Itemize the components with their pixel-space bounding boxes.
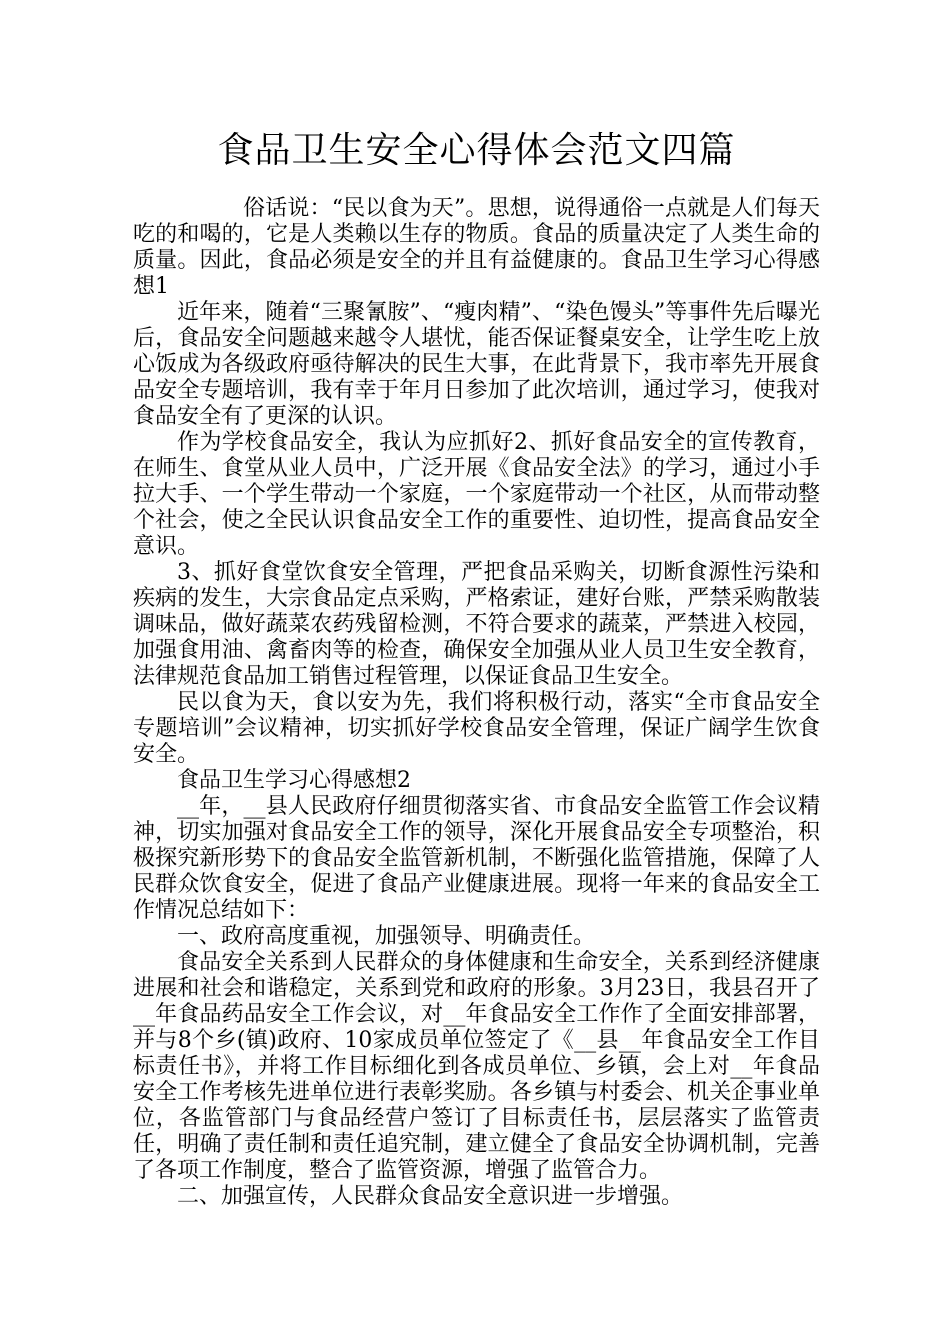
section-heading: 二、加强宣传，人民群众食品安全意识进一步增强。 [177,1184,684,1209]
paragraph-intro: 俗话说：“民以食为天”。思想，说得通俗一点就是人们每天吃的和喝的，它是人类赖以生存的物质。食品的质量决定了人类生命的质量。因此，食品必须是安全的并且有益健康的。食品卫生学习心得感想1 [133,196,820,299]
section-heading: 食品卫生学习心得感想2 [177,768,411,793]
paragraph: 民以食为天，食以安为先，我们将积极行动，落实“全市食品安全专题培训”会议精神，切实抓好学校食品安全管理，保证广阔学生饮食安全。 [133,690,820,767]
paragraph: 作为学校食品安全，我认为应抓好2、抓好食品安全的宣传教育，在师生、食堂从业人员中，广泛开展《食品安全法》的学习，通过小手拉大手、一个学生带动一个家庭，一个家庭带动一个社区，从而带动整个社会，使之全民认识食品安全工作的重要性、迫切性，提高食品安全意识。 [133,430,820,559]
paragraph: 食品安全关系到人民群众的身体健康和生命安全，关系到经济健康进展和社会和谐稳定，关系到党和政府的形象。3月23日，我县召开了__年食品药品安全工作会议，对__年食品安全工作作了全面安排部署，并与8个乡(镇)政府、10家成员单位签定了《__县__年食品安全工作目标责任书》，并将工作目标细化到各成员单位、乡镇，会上对__年食品安全工作考核先进单位进行表彰奖励。各乡镇与村委会、机关企事业单位，各监管部门与食品经营户签订了目标责任书，层层落实了监管责任，明确了责任制和责任追究制，建立健全了食品安全协调机制，完善了各项工作制度，整合了监管资源，增强了监管合力。 [133,950,820,1183]
document-title: 食品卫生安全心得体会范文四篇 [217,130,736,171]
document-body [133,196,820,1210]
section-heading: 一、政府高度重视，加强领导、明确责任。 [177,924,596,949]
paragraph: __年，__县人民政府仔细贯彻落实省、市食品安全监管工作会议精神，切实加强对食品安全工作的领导，深化开展食品安全专项整治，积极探究新形势下的食品安全监管新机制，不断强化监管措施，保障了人民群众饮食安全，促进了食品产业健康进展。现将一年来的食品安全工作情况总结如下： [133,794,820,923]
paragraph: 近年来，随着“三聚氰胺”、“瘦肉精”、“染色馒头”等事件先后曝光后，食品安全问题越来越令人堪忧，能否保证餐桌安全，让学生吃上放心饭成为各级政府亟待解决的民生大事，在此背景下，我市率先开展食品安全专题培训，我有幸于年月日参加了此次培训，通过学习，使我对食品安全有了更深的认识。 [133,300,820,429]
paragraph: 3、抓好食堂饮食安全管理，严把食品采购关，切断食源性污染和疾病的发生，大宗食品定点采购，严格索证，建好台账，严禁采购散装调味品，做好蔬菜农药残留检测，不符合要求的蔬菜，严禁进入校园，加强食用油、禽畜肉等的检查，确保安全加强从业人员卫生安全教育，法律规范食品加工销售过程管理，以保证食品卫生安全。 [133,560,820,689]
